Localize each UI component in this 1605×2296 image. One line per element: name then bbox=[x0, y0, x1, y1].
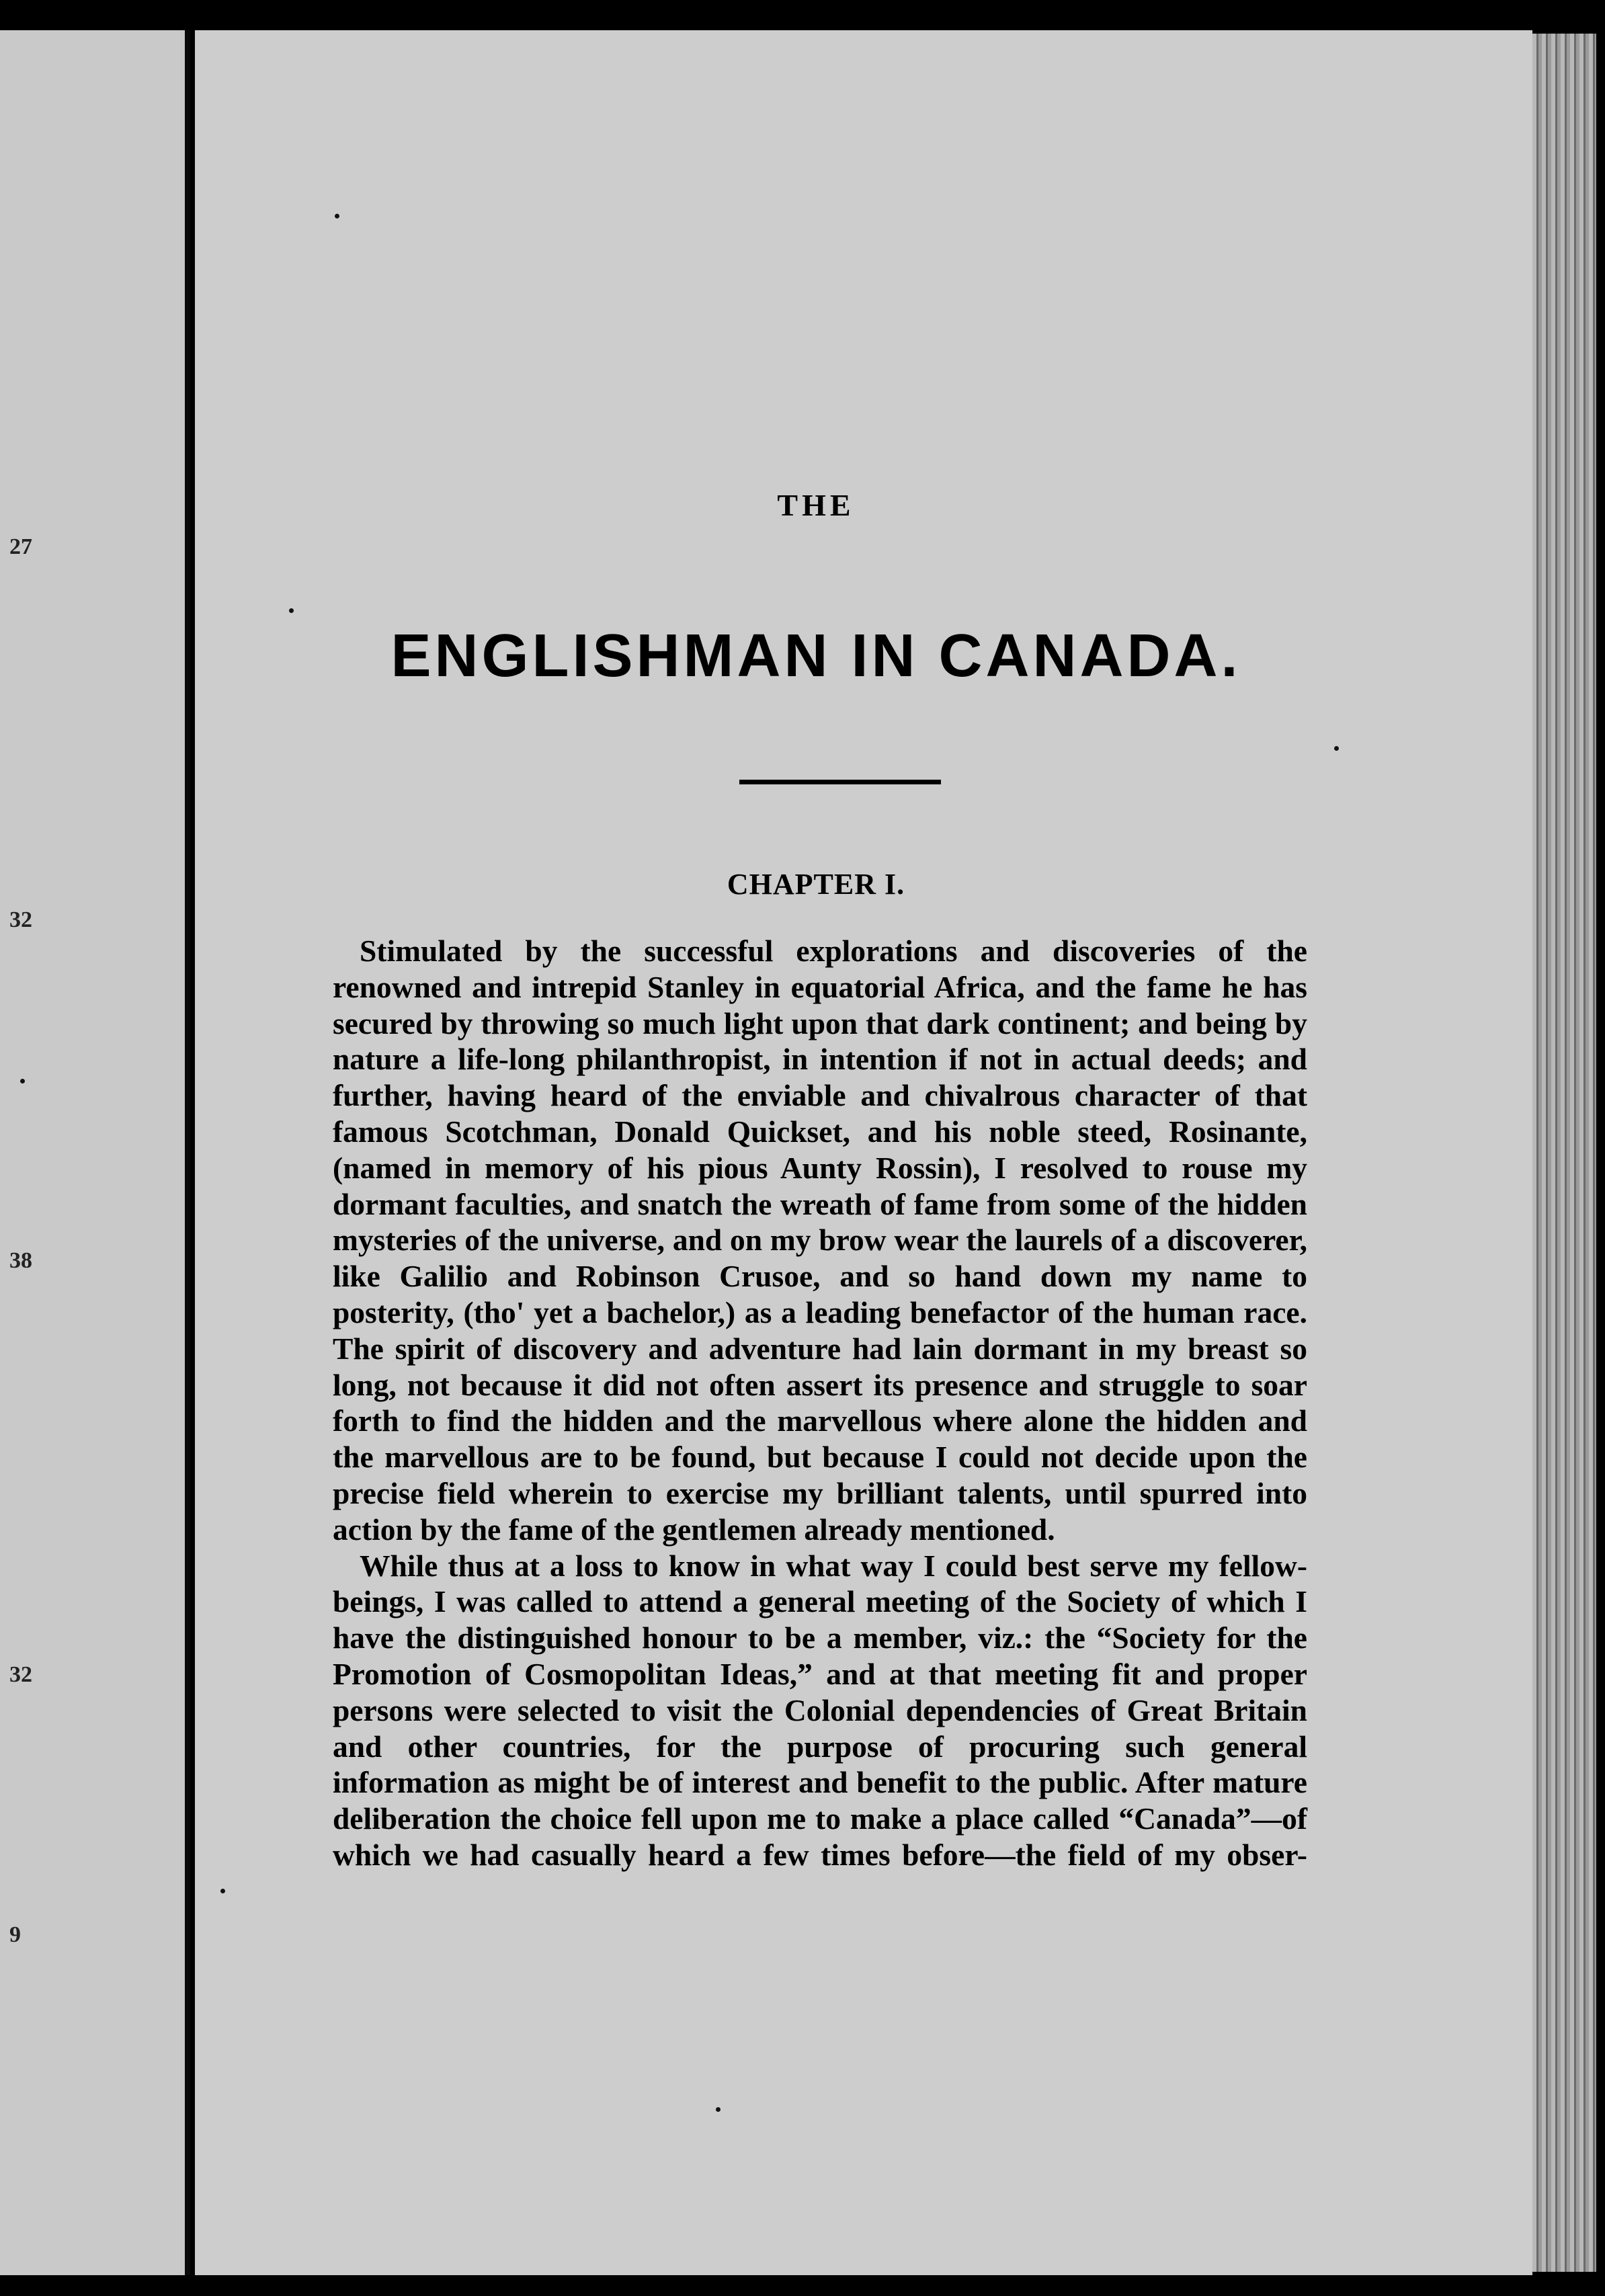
paragraph: Stimulated by the successful explorations and discoveries of the renowned and intrepid Stanley in equatorial Africa, and the fame he has secured by throwing so much light upon that dark continent; and being by nature a life-long philanthropist, in intention if not in actual deeds; and further, having heard of the enviable and chivalrous character of that famous Scotchman, Donald Quickset, and his noble steed, Rosinante, (named in memory of his pious Aunty Rossin), I resolved to rouse my dormant faculties, and snatch the wreath of fame from some of the hidden mysteries of the universe, and on my brow wear the laurels of a discoverer, like Galilio and Robinson Crusoe, and so hand down my name to posterity, (tho' yet a bachelor,) as a leading benefactor of the human race. The spirit of discovery and adventure had lain dormant in my breast so long, not because it did not often assert its presence and struggle to soar forth to find the hidden and the marvellous where alone the hidden and the marvellous are to be found, but because I could not decide upon the precise field wherein to exercise my brilliant talents, until spurred into action by the fame of the gentlemen already mentioned. bbox=[333, 934, 1307, 1547]
title-rule bbox=[739, 780, 941, 784]
speck bbox=[1334, 746, 1339, 751]
book-title: ENGLISHMAN IN CANADA. bbox=[390, 622, 1241, 690]
left-page-number: 38 bbox=[9, 1248, 32, 1273]
chapter-heading: CHAPTER I. bbox=[727, 868, 905, 901]
title-small: THE bbox=[777, 488, 855, 522]
left-page-number: 9 bbox=[9, 1922, 21, 1947]
chapter-body bbox=[333, 933, 1307, 1873]
speck bbox=[289, 608, 294, 613]
speck bbox=[20, 1079, 25, 1083]
paragraph: While thus at a loss to know in what way I could best serve my fellow-beings, I was called to attend a general meeting of the Society of which I have the distinguished honour to be a member, viz.: the “Society for the Promotion of Cosmopolitan Ideas,” and at that meeting fit and proper persons were selected to visit the Colonial dependencies of Great Britain and other countries, for the purpose of procuring such general information as might be of interest and benefit to the public. After mature deliberation the choice fell upon me to make a place called “Canada”—of which we had casually heard a few times before—the field of my obser- bbox=[333, 1548, 1307, 1872]
speck bbox=[335, 214, 339, 218]
page-edges bbox=[1532, 34, 1596, 2272]
left-page-fragment bbox=[0, 30, 190, 2275]
speck bbox=[220, 1889, 225, 1893]
left-page-number: 27 bbox=[9, 534, 32, 559]
left-page-number: 32 bbox=[9, 907, 32, 932]
left-page-number: 32 bbox=[9, 1662, 32, 1687]
speck bbox=[716, 2107, 721, 2112]
